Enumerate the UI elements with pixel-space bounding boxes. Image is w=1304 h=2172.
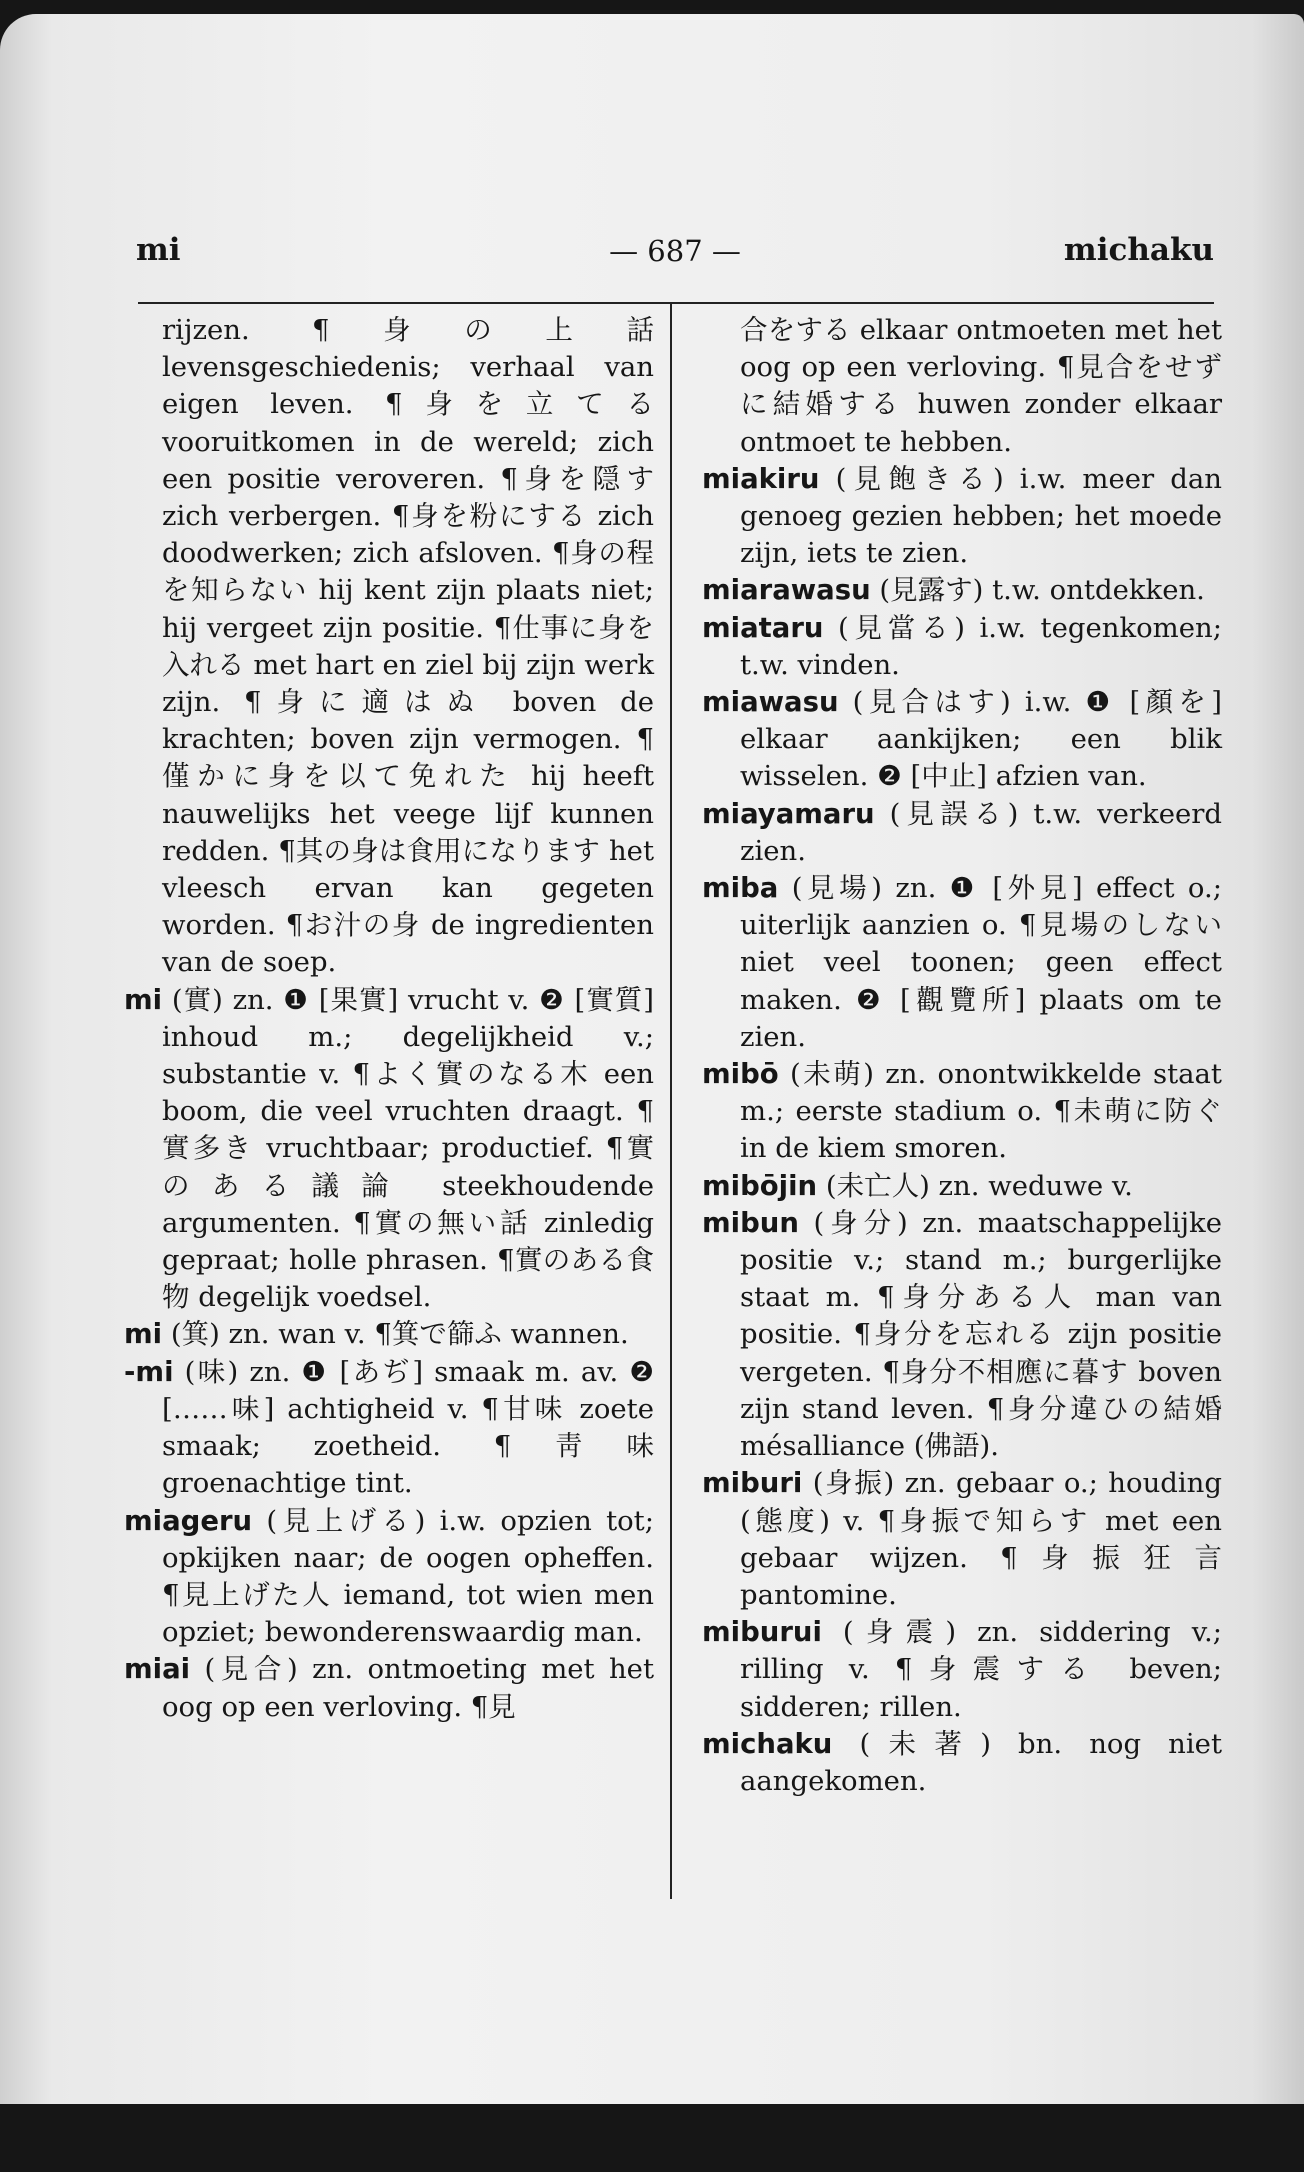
entry-headword: miawasu bbox=[702, 686, 839, 719]
dictionary-entry bbox=[702, 610, 1222, 684]
entry-body: (見場) zn. ❶ [外見] effect o.; uiterlijk aanzien o. ¶見場のしない niet veel toonen; geen effect maken. ❷ [觀覽所] plaats om te zien. bbox=[740, 872, 1222, 1053]
entry-headword: miba bbox=[702, 872, 779, 905]
header-rule bbox=[138, 302, 1214, 304]
dictionary-entry bbox=[702, 870, 1222, 1056]
entry-body: (見上げる) i.w. opzien tot; opkijken naar; de oogen opheffen. ¶見上げた人 iemand, tot wien men opziet; bewonderenswaardig man. bbox=[162, 1504, 654, 1649]
entry-headword: mibun bbox=[702, 1206, 799, 1239]
entry-headword: michaku bbox=[702, 1727, 833, 1760]
entry-headword: miayamaru bbox=[702, 797, 875, 830]
entry-continuation: 合をする elkaar ontmoeten met het oog op een verloving. ¶見合をせずに結婚する huwen zonder elkaar ontmoet te hebben. bbox=[740, 314, 1222, 458]
page-header bbox=[136, 232, 1214, 282]
dictionary-entry bbox=[702, 1614, 1222, 1726]
entry-body: (見飽きる) i.w. meer dan genoeg gezien hebben; het moede zijn, iets te zien. bbox=[740, 462, 1222, 570]
entry-headword: mi bbox=[124, 983, 163, 1016]
entry-headword: miataru bbox=[702, 611, 824, 644]
entry-headword: miburui bbox=[702, 1616, 822, 1649]
entry-body: (見合) zn. ontmoeting met het oog op een verloving. ¶見 bbox=[162, 1653, 654, 1723]
entry-headword: miarawasu bbox=[702, 574, 871, 607]
entry-headword: mibōjin bbox=[702, 1169, 818, 1202]
entry-body: (未亡人) zn. weduwe v. bbox=[817, 1169, 1133, 1202]
entry-body: (見露す) t.w. ontdekken. bbox=[870, 574, 1205, 607]
entry-continuation: rijzen. ¶身の上話 levensgeschiedenis; verhaal van eigen leven. ¶身を立てる vooruitkomen in de wereld; zich een positie veroveren. ¶身を隠す zich verbergen. ¶身を粉にする zich doodwerken; zich afsloven. ¶身の程を知らない hij kent zijn plaats niet; hij vergeet zijn positie. ¶仕事に身を入れる met hart en ziel bij zijn werk zijn. ¶身に適はぬ boven de krachten; boven zijn vermogen. ¶僅かに身を以て免れた hij heeft nauwelijks het veege lijf kunnen redden. ¶其の身は食用になります het vleesch ervan kan gegeten worden. ¶お汁の身 de ingredienten van de soep. bbox=[162, 314, 654, 979]
dictionary-entry bbox=[124, 1651, 654, 1725]
left-running-headword: mi bbox=[136, 232, 181, 268]
entry-body: (身振) zn. gebaar o.; houding (態度) v. ¶身振で知らす met een gebaar wijzen. ¶身振狂言 pantomine. bbox=[740, 1467, 1222, 1611]
entry-body: (身分) zn. maatschappelijke positie v.; stand m.; burgerlijke staat m. ¶身分ある人 man van positie. ¶身分を忘れる zijn positie vergeten. ¶身分不相應に暮す boven zijn stand leven. ¶身分違ひの結婚 mésalliance (佛語). bbox=[740, 1206, 1222, 1463]
dictionary-entry bbox=[702, 1168, 1222, 1205]
left-column bbox=[124, 312, 654, 1726]
dictionary-page bbox=[0, 14, 1304, 2104]
entry-body: (未萌) zn. onontwikkelde staat m.; eerste stadium o. ¶未萌に防ぐ in de kiem smoren. bbox=[740, 1058, 1222, 1165]
dictionary-entry bbox=[702, 461, 1222, 573]
entry-body: (身震) zn. siddering v.; rilling v. ¶身震する beven; sidderen; rillen. bbox=[740, 1616, 1222, 1723]
entry-body: (見當る) i.w. tegenkomen; t.w. vinden. bbox=[740, 611, 1222, 681]
entry-headword: miageru bbox=[124, 1504, 253, 1537]
entry-headword: miakiru bbox=[702, 462, 820, 495]
dictionary-entry bbox=[702, 796, 1222, 870]
dictionary-entry bbox=[124, 1316, 654, 1353]
entry-headword: -mi bbox=[124, 1355, 174, 1388]
page-number: — 687 — bbox=[609, 234, 741, 268]
entry-body: (味) zn. ❶ [あぢ] smaak m. av. ❷ [……味] achtigheid v. ¶甘味 zoete smaak; zoetheid. ¶靑味 groenachtige tint. bbox=[162, 1355, 654, 1500]
entry-body: (未著) bn. nog niet aangekomen. bbox=[740, 1727, 1222, 1797]
entry-headword: miburi bbox=[702, 1467, 803, 1500]
entry-body: (見合はす) i.w. ❶ [顏を] elkaar aankijken; een blik wisselen. ❷ [中止] afzien van. bbox=[740, 686, 1222, 793]
dictionary-entry bbox=[702, 1205, 1222, 1465]
right-column bbox=[702, 312, 1222, 1800]
entry-body: (實) zn. ❶ [果實] vrucht v. ❷ [實質] inhoud m.; degelijkheid v.; substantie v. ¶よく實のなる木 een boom, die veel vruchten draagt. ¶實多き vruchtbaar; productief. ¶實のある議論 steekhoudende argumenten. ¶實の無い話 zinledig gepraat; holle phrasen. ¶實のある食物 degelijk voedsel. bbox=[162, 983, 654, 1314]
dictionary-entry bbox=[124, 982, 654, 1317]
right-running-headword: michaku bbox=[1063, 232, 1214, 268]
dictionary-entry bbox=[702, 1056, 1222, 1168]
dictionary-entry bbox=[124, 1354, 654, 1503]
entry-body: (箕) zn. wan v. ¶箕で篩ふ wannen. bbox=[162, 1318, 629, 1351]
dictionary-entry bbox=[702, 1465, 1222, 1614]
column-divider bbox=[670, 302, 672, 1899]
entry-body: (見誤る) t.w. verkeerd zien. bbox=[740, 797, 1222, 867]
entry-headword: mibō bbox=[702, 1058, 779, 1091]
dictionary-entry bbox=[702, 684, 1222, 796]
dictionary-entry bbox=[124, 1503, 654, 1652]
dictionary-entry bbox=[702, 572, 1222, 609]
dictionary-entry bbox=[702, 1726, 1222, 1800]
entry-headword: miai bbox=[124, 1653, 191, 1686]
entry-headword: mi bbox=[124, 1318, 163, 1351]
